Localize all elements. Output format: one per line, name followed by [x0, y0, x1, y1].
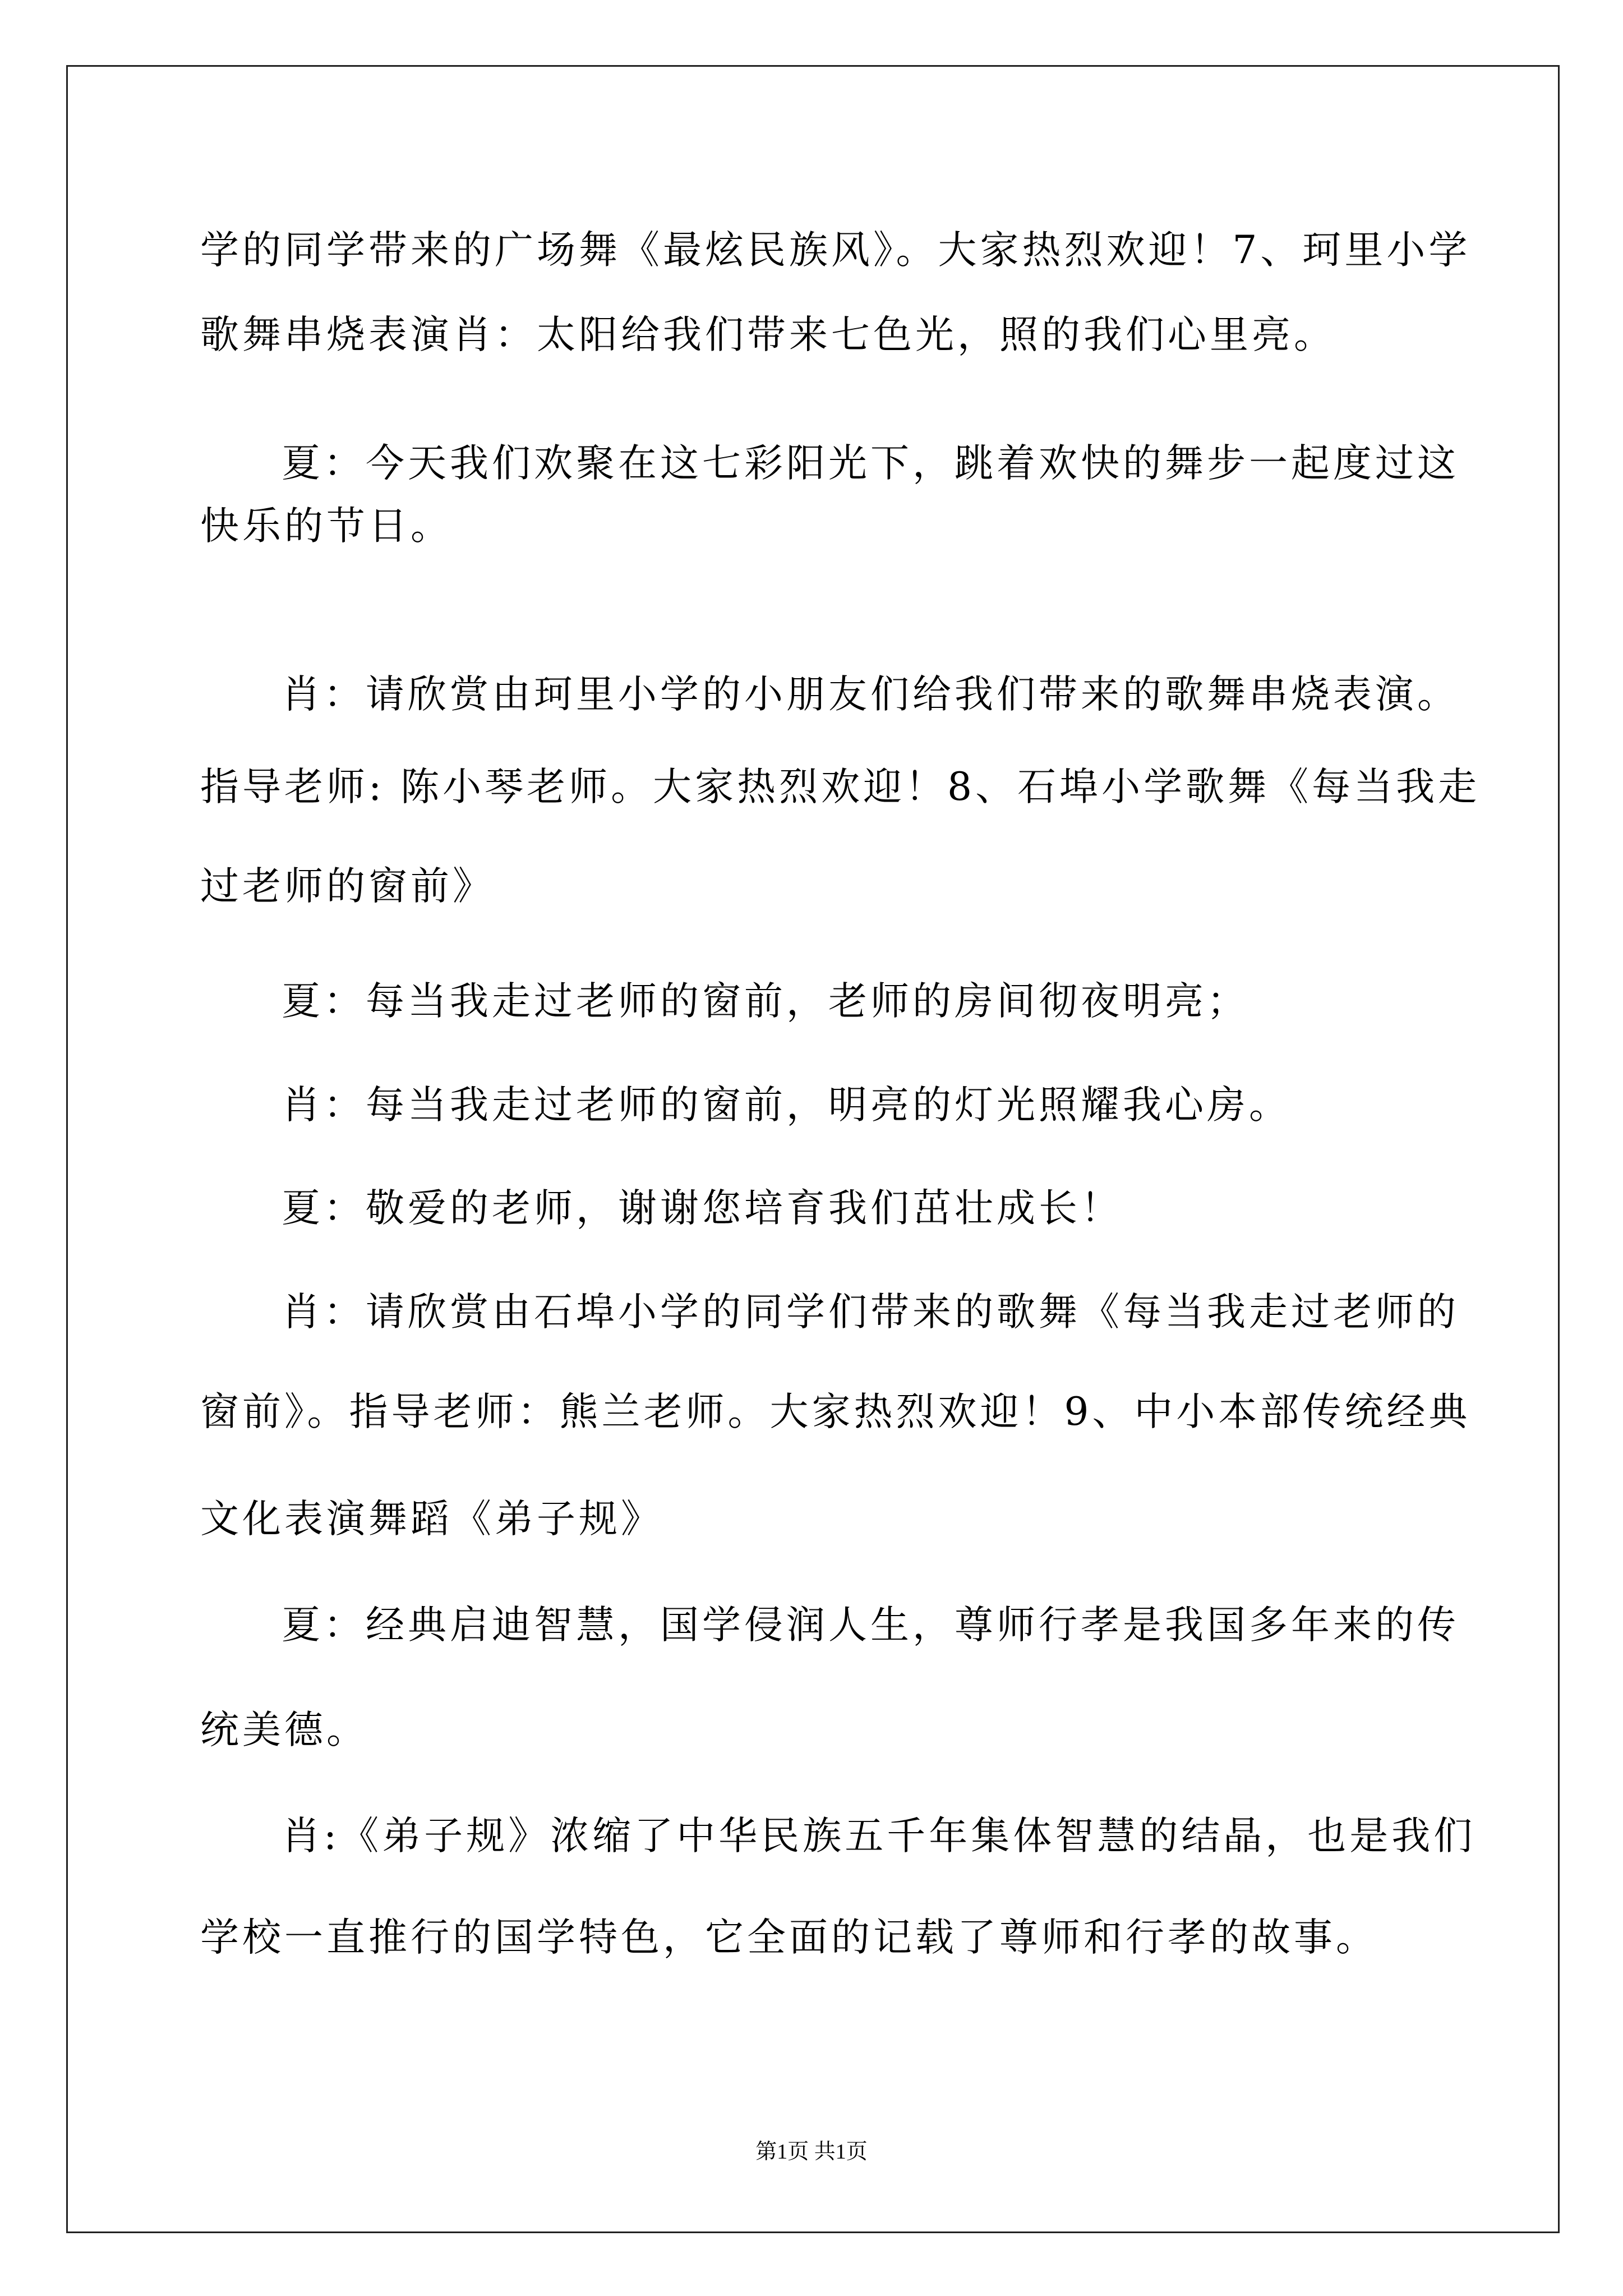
text-line: 肖：请欣赏由石埠小学的同学们带来的歌舞《每当我走过老师的: [282, 1290, 1459, 1335]
text-line: 肖：请欣赏由珂里小学的小朋友们给我们带来的歌舞串烧表演。: [282, 672, 1459, 717]
page-footer: 第1页 共1页: [755, 2140, 868, 2164]
text-line: 歌舞串烧表演肖：太阳给我们带来七色光，照的我们心里亮。: [200, 312, 1336, 357]
text-line: 夏：经典启迪智慧，国学侵润人生，尊师行孝是我国多年来的传: [282, 1603, 1459, 1648]
text-line: 窗前》。指导老师：熊兰老师。大家热烈欢迎！9、中小本部传统经典: [200, 1389, 1471, 1434]
text-line: 学的同学带来的广场舞《最炫民族风》。大家热烈欢迎！7、珂里小学: [200, 228, 1471, 273]
text-line: 肖：每当我走过老师的窗前，明亮的灯光照耀我心房。: [282, 1083, 1291, 1128]
text-line: 夏：每当我走过老师的窗前，老师的房间彻夜明亮；: [282, 979, 1249, 1024]
text-line: 过老师的窗前》: [200, 864, 495, 909]
text-line: 文化表演舞蹈《弟子规》: [200, 1497, 663, 1542]
text-line: 夏：敬爱的老师，谢谢您培育我们茁壮成长！: [282, 1186, 1123, 1231]
text-line: 夏：今天我们欢聚在这七彩阳光下，跳着欢快的舞步一起度过这: [282, 441, 1459, 486]
text-line: 学校一直推行的国学特色，它全面的记载了尊师和行孝的故事。: [200, 1915, 1378, 1960]
text-line: 肖:《弟子规》浓缩了中华民族五千年集体智慧的结晶，也是我们: [282, 1814, 1476, 1858]
text-line: 快乐的节日。: [200, 504, 453, 549]
page-border: [66, 65, 1560, 2233]
text-line: 统美德。: [200, 1708, 368, 1752]
text-line: 指导老师: 陈小琴老师。大家热烈欢迎！8、石埠小学歌舞《每当我走: [200, 765, 1481, 809]
